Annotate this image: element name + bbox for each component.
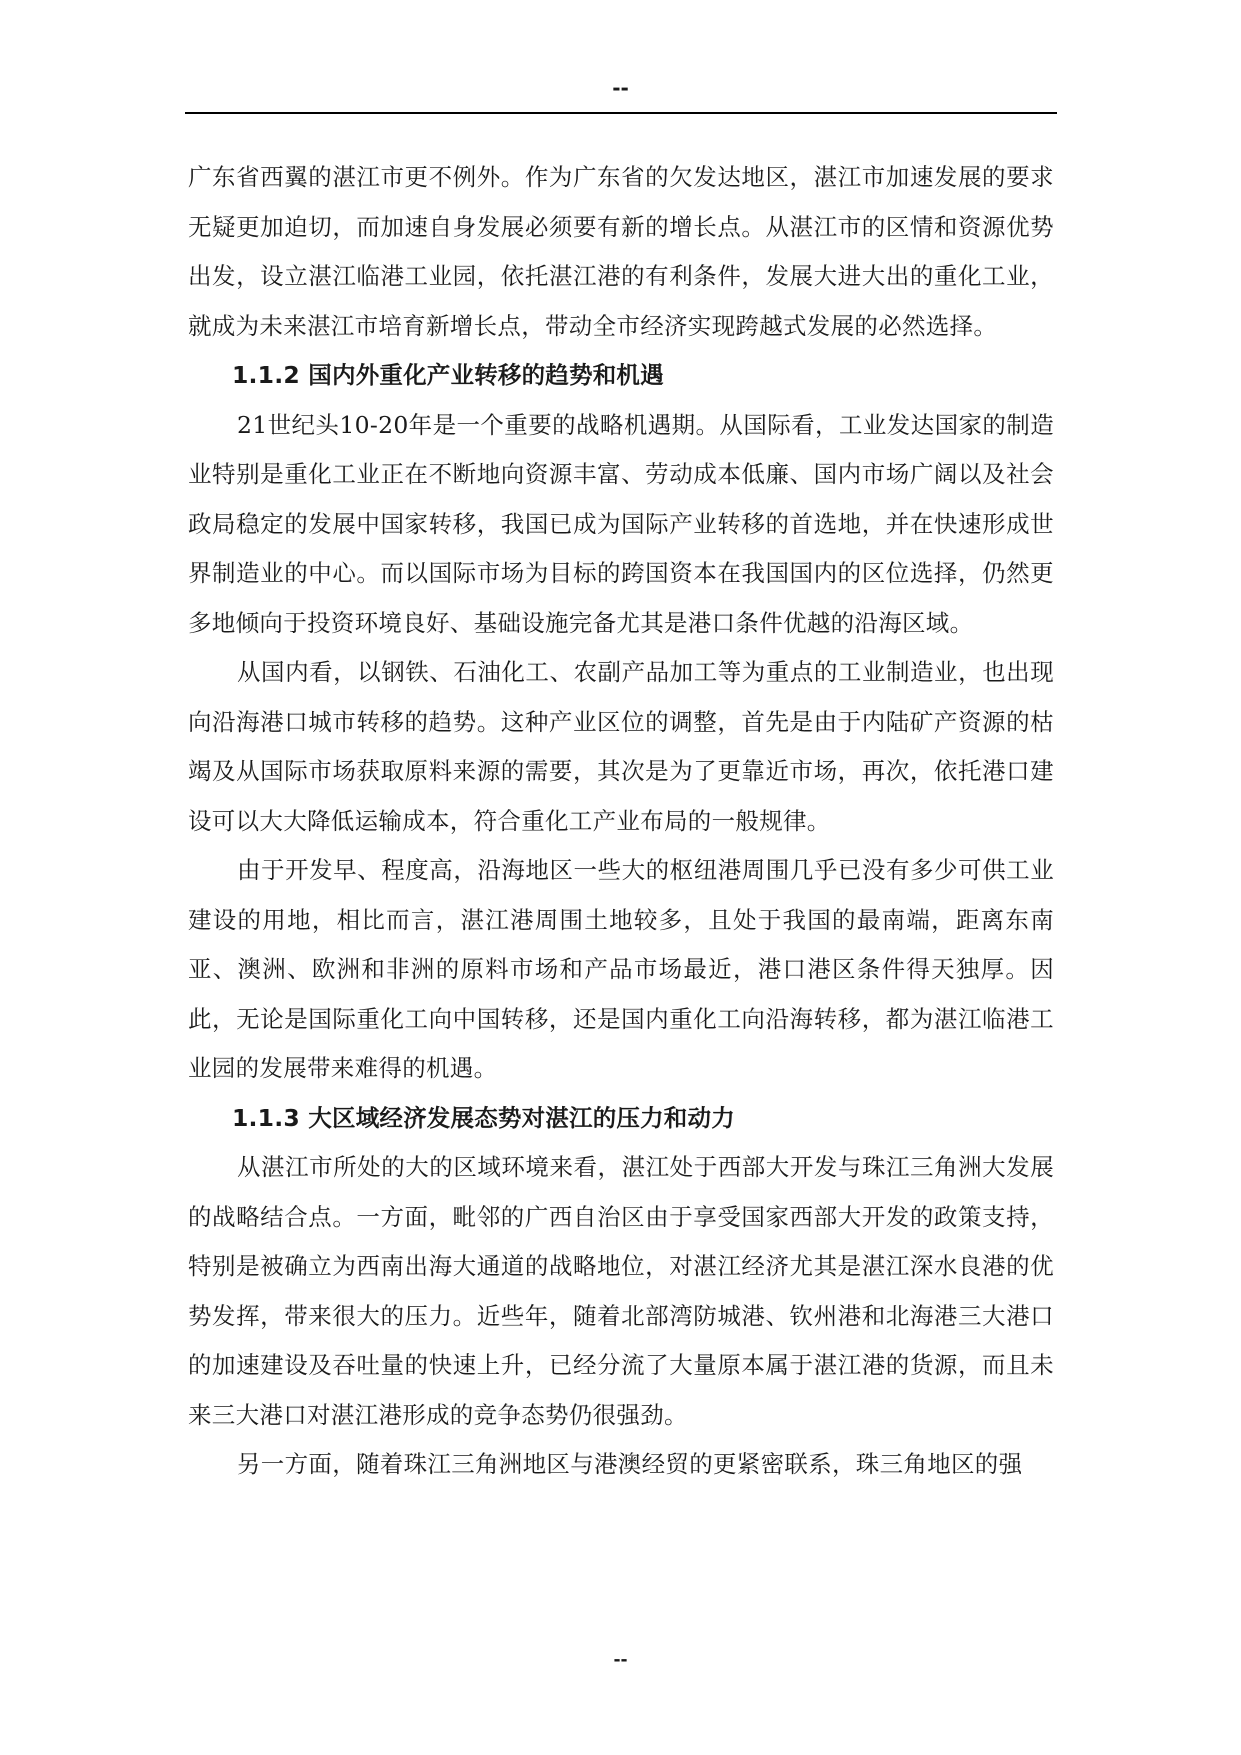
paragraph-6: 另一方面，随着珠江三角洲地区与港澳经贸的更紧密联系，珠三角地区的强 <box>237 1450 1023 1478</box>
document-body <box>188 153 1054 1490</box>
section-heading-1-1-2: 1.1.2 国内外重化产业转移的趋势和机遇 <box>232 361 664 389</box>
paragraph-1: 广东省西翼的湛江市更不例外。作为广东省的欠发达地区，湛江市加速发展的要求无疑更加迫切，而加速自身发展必须要有新的增长点。从湛江市的区情和资源优势出发，设立湛江临港工业园，依托湛江港的有利条件，发展大进大出的重化工业，就成为未来湛江市培育新增长点，带动全市经济实现跨越式发展的必然选择。 <box>188 163 1054 340</box>
paragraph-4: 由于开发早、程度高，沿海地区一些大的枢纽港周围几乎已没有多少可供工业建设的用地，相比而言，湛江港周围土地较多，且处于我国的最南端，距离东南亚、澳洲、欧洲和非洲的原料市场和产品市场最近，港口港区条件得天独厚。因此，无论是国际重化工向中国转移，还是国内重化工向沿海转移，都为湛江临港工业园的发展带来难得的机遇。 <box>188 856 1054 1082</box>
page-footer-mark: -- <box>613 1650 628 1670</box>
paragraph-2: 21世纪头10-20年是一个重要的战略机遇期。从国际看，工业发达国家的制造业特别是重化工业正在不断地向资源丰富、劳动成本低廉、国内市场广阔以及社会政局稳定的发展中国家转移，我国已成为国际产业转移的首选地，并在快速形成世界制造业的中心。而以国际市场为目标的跨国资本在我国国内的区位选择，仍然更多地倾向于投资环境良好、基础设施完备尤其是港口条件优越的沿海区域。 <box>188 410 1054 637</box>
header-rule <box>185 112 1057 114</box>
section-heading-1-1-3: 1.1.3 大区域经济发展态势对湛江的压力和动力 <box>232 1103 735 1132</box>
paragraph-3: 从国内看，以钢铁、石油化工、农副产品加工等为重点的工业制造业，也出现向沿海港口城市转移的趋势。这种产业区位的调整，首先是由于内陆矿产资源的枯竭及从国际市场获取原料来源的需要，其次是为了更靠近市场，再次，依托港口建设可以大大降低运输成本，符合重化工产业布局的一般规律。 <box>188 658 1054 835</box>
page-header-mark: -- <box>612 76 629 100</box>
paragraph-5: 从湛江市所处的大的区域环境来看，湛江处于西部大开发与珠江三角洲大发展的战略结合点。一方面，毗邻的广西自治区由于享受国家西部大开发的政策支持，特别是被确立为西南出海大通道的战略地位，对湛江经济尤其是湛江深水良港的优势发挥，带来很大的压力。近些年，随着北部湾防城港、钦州港和北海港三大港口的加速建设及吞吐量的快速上升，已经分流了大量原本属于湛江港的货源，而且未来三大港口对湛江港形成的竞争态势仍很强劲。 <box>188 1153 1054 1429</box>
